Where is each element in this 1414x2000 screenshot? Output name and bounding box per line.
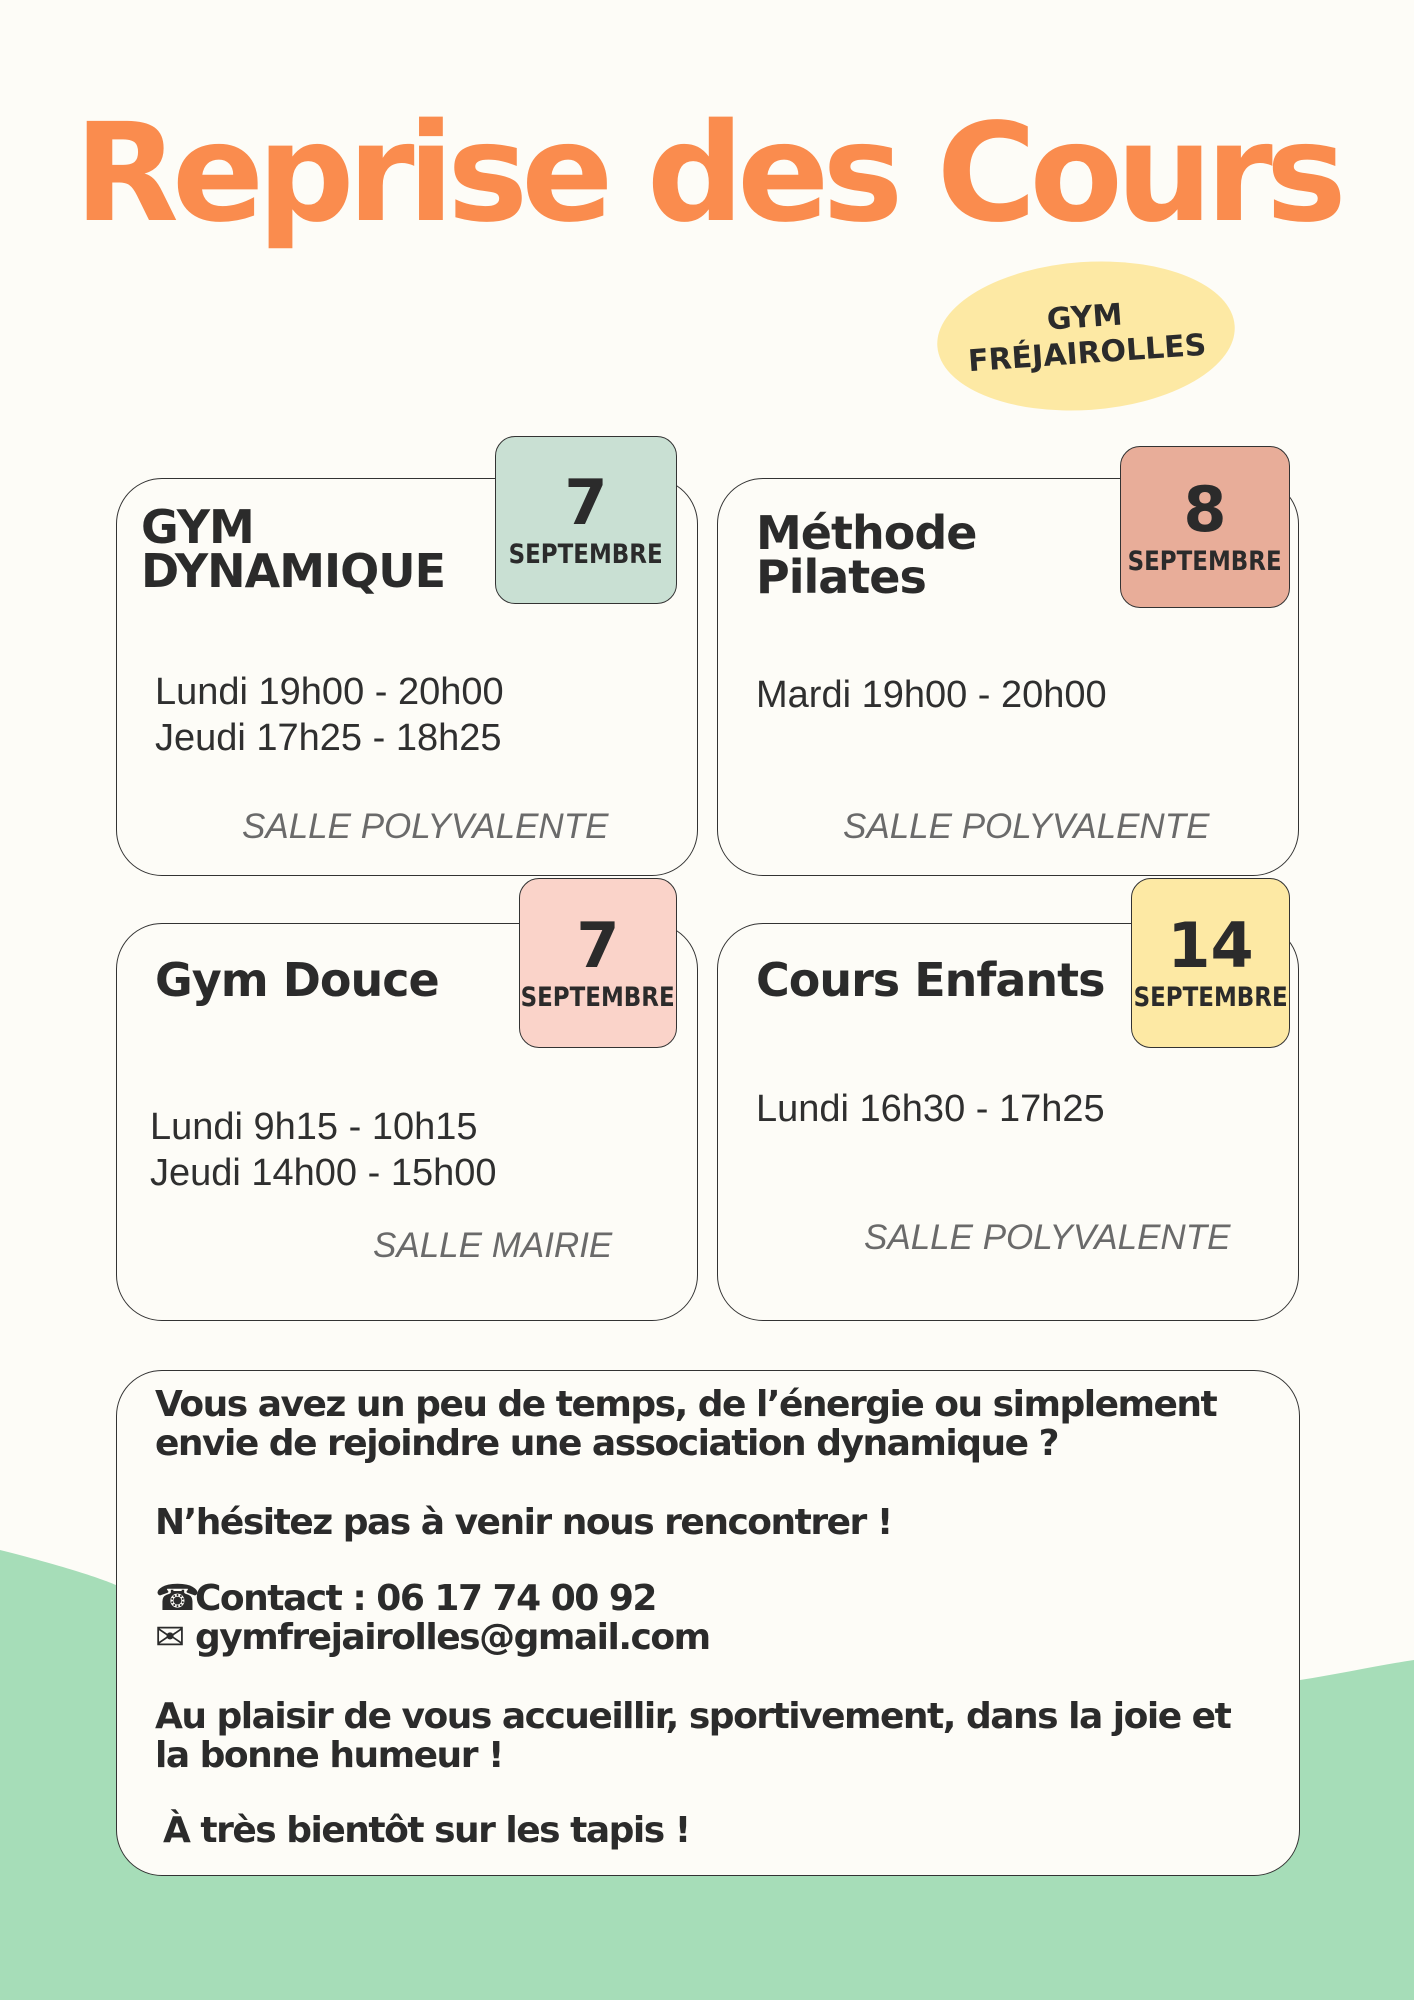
date-badge-pilates xyxy=(1120,446,1290,608)
class-title: Méthode Pilates xyxy=(756,506,977,604)
class-hours xyxy=(756,672,1107,718)
page-title: Reprise des Cours xyxy=(74,95,1340,253)
date-month: SEPTEMBRE xyxy=(1133,982,1288,1013)
email-icon: ✉ xyxy=(155,1617,184,1658)
class-title: GYM DYNAMIQUE xyxy=(141,500,446,598)
class-hours xyxy=(150,1104,497,1196)
date-day: 8 xyxy=(1183,473,1227,546)
closing-text: À très bientôt sur les tapis ! xyxy=(163,1810,690,1851)
class-hours xyxy=(155,669,504,761)
date-badge-cours-enfants xyxy=(1131,878,1290,1048)
info-box xyxy=(116,1370,1300,1876)
schedule-line: Jeudi 14h00 - 15h00 xyxy=(150,1152,497,1194)
schedule-line: Jeudi 17h25 - 18h25 xyxy=(155,717,502,759)
class-title: Cours Enfants xyxy=(756,953,1105,1007)
contact-email[interactable]: gymfrejairolles@gmail.com xyxy=(195,1617,710,1658)
class-title: Gym Douce xyxy=(155,953,439,1007)
date-month: SEPTEMBRE xyxy=(508,539,664,570)
schedule-line: Mardi 19h00 - 20h00 xyxy=(756,674,1107,716)
class-room: SALLE POLYVALENTE xyxy=(843,807,1210,846)
intro-text: Vous avez un peu de temps, de l’énergie ou simplement envie de rejoindre une association dynamique ? xyxy=(155,1384,1217,1464)
date-month: SEPTEMBRE xyxy=(520,982,676,1013)
schedule-line: Lundi 16h30 - 17h25 xyxy=(756,1088,1105,1130)
invite-text: N’hésitez pas à venir nous rencontrer ! xyxy=(155,1502,892,1543)
contact-phone[interactable]: Contact : 06 17 74 00 92 xyxy=(195,1578,656,1619)
date-day: 14 xyxy=(1167,909,1254,982)
phone-icon: ☎ xyxy=(155,1578,199,1619)
class-room: SALLE MAIRIE xyxy=(373,1226,613,1265)
date-day: 7 xyxy=(576,909,620,982)
club-badge-line1: GYM xyxy=(1045,297,1124,338)
welcome-text: Au plaisir de vous accueillir, sportivement, dans la joie et la bonne humeur ! xyxy=(155,1696,1231,1776)
class-room: SALLE POLYVALENTE xyxy=(864,1218,1231,1257)
schedule-line: Lundi 19h00 - 20h00 xyxy=(155,671,504,713)
date-badge-gym-dynamique xyxy=(495,436,677,604)
club-badge-line2: FRÉJAIROLLES xyxy=(966,327,1208,380)
schedule-line: Lundi 9h15 - 10h15 xyxy=(150,1106,478,1148)
contact-block xyxy=(155,1579,1275,1657)
class-room: SALLE POLYVALENTE xyxy=(242,807,609,846)
class-hours xyxy=(756,1086,1105,1132)
date-badge-gym-douce xyxy=(519,878,677,1048)
date-day: 7 xyxy=(564,466,608,539)
date-month: SEPTEMBRE xyxy=(1127,546,1283,577)
